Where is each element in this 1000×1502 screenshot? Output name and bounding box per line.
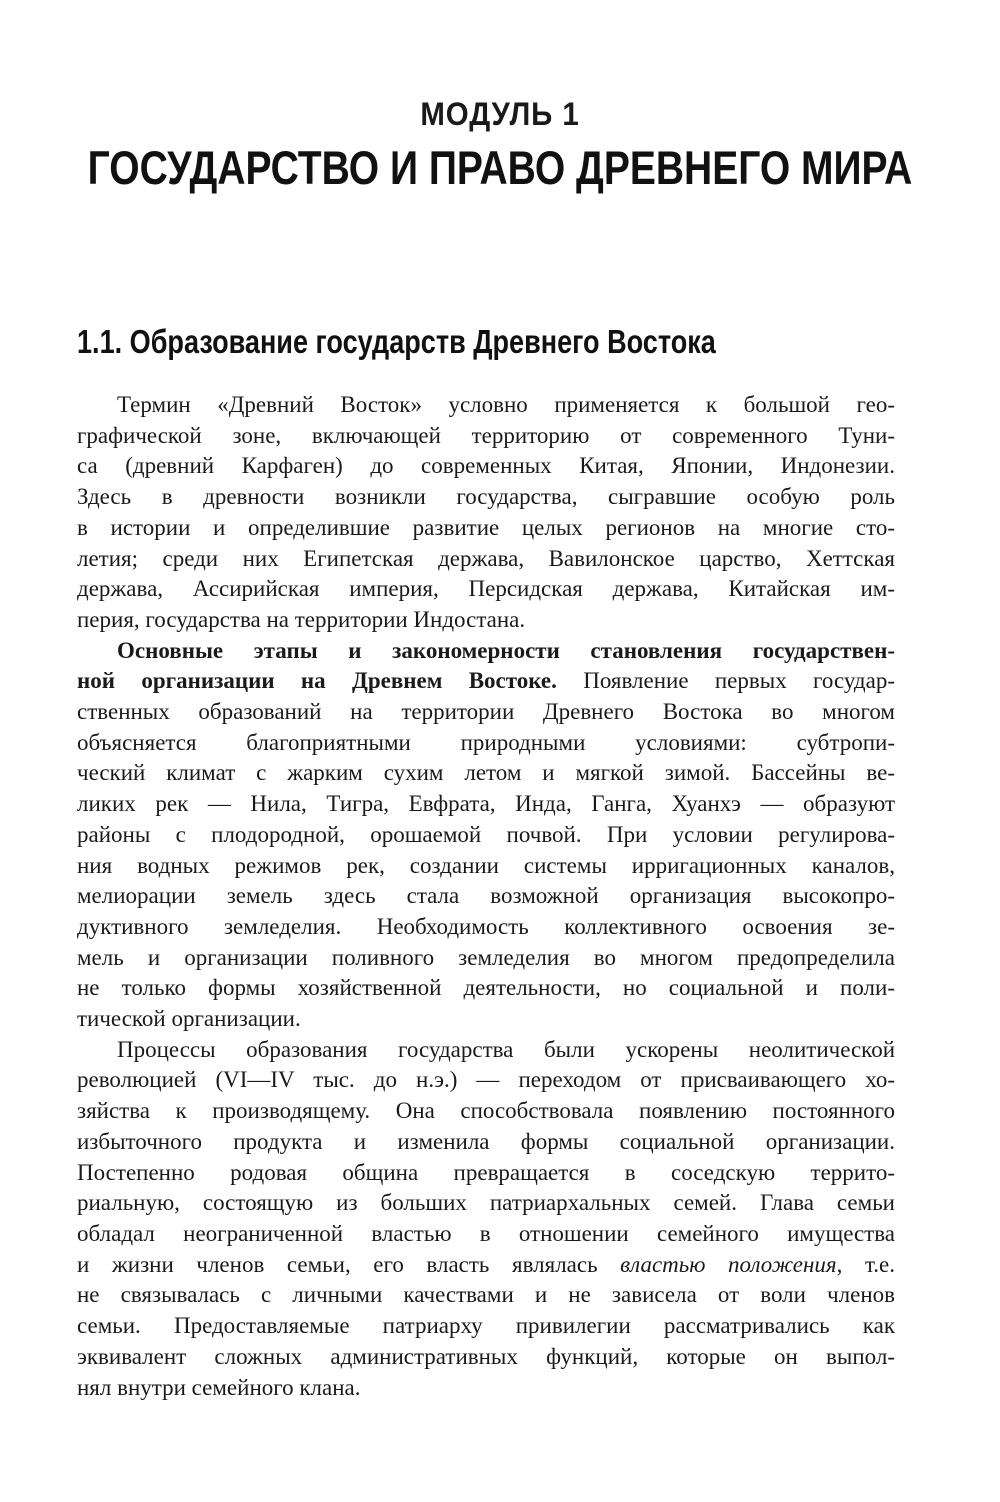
text-line: Термин «Древний Восток» условно применяется к большой гео- (117, 392, 895, 417)
module-title: ГОСУДАРСТВО И ПРАВО ДРЕВНЕГО МИРА (87, 141, 913, 194)
text-line: Здесь в древности возникли государства, сыгравшие особую роль (77, 484, 895, 510)
text-line: ственных образований на территории Древнего Востока во многом (77, 699, 895, 725)
bold-text-line: Основные этапы и закономерности становления государствен- (117, 637, 895, 663)
text-run: Появление первых государ- (556, 668, 895, 694)
text-line: революцией (VI—IV тыс. до н.э.) — переходом от присваивающего хо- (77, 1067, 895, 1093)
text-line: зяйства к производящему. Она способствовала появлению постоянного (77, 1098, 895, 1124)
text-line: нял внутри семейного клана. (77, 1374, 361, 1400)
text-line (77, 1250, 895, 1281)
paragraph-3 (77, 1035, 895, 1403)
text-line: семьи. Предоставляемые патриарху привилегии рассматривались как (77, 1313, 895, 1339)
text-line: эквивалент сложных административных функций, которые он выпол- (77, 1343, 895, 1369)
paragraph-1 (77, 390, 895, 636)
text-line: мель и организации поливного земледелия во многом предопределила (77, 944, 895, 970)
text-line: перия, государства на территории Индостана. (77, 606, 526, 632)
text-line: в истории и определившие развитие целых регионов на многие сто- (77, 514, 895, 540)
text-line: са (древний Карфаген) до современных Китая, Японии, Индонезии. (77, 453, 895, 479)
text-line: мелиорации земель здесь стала возможной организация высокопро- (77, 883, 895, 909)
text-line: не только формы хозяйственной деятельности, но социальной и поли- (77, 975, 895, 1001)
text-line: ликих рек — Нила, Тигра, Евфрата, Инда, Ганга, Хуанхэ — образуют (77, 791, 895, 817)
paragraph-2 (77, 636, 895, 1035)
module-label: МОДУЛЬ 1 (420, 96, 580, 132)
text-line: Процессы образования государства были ускорены неолитической (117, 1036, 895, 1062)
text-line: объясняется благоприятными природными условиями: субтропи- (77, 729, 895, 755)
body-text (77, 390, 895, 1403)
text-line: не связывалась с личными качествами и не зависела от воли членов (77, 1282, 895, 1308)
text-line: Постепенно родовая община превращается в соседскую террито- (77, 1159, 895, 1185)
text-line (77, 666, 895, 697)
bold-run: ной организации на Древнем Востоке. (77, 668, 557, 694)
text-run: и жизни членов семьи, его власть являлась (77, 1251, 621, 1277)
italic-run: властью положения (620, 1251, 837, 1277)
text-line: графической зоне, включающей территорию от современного Туни- (77, 422, 895, 448)
text-line: избыточного продукта и изменила формы социальной организации. (77, 1128, 895, 1154)
text-line: ния водных режимов рек, создании системы ирригационных каналов, (77, 852, 895, 878)
text-run: , т.е. (836, 1251, 895, 1277)
text-line: районы с плодородной, орошаемой почвой. При условии регулирова- (77, 821, 895, 847)
text-line: дуктивного земледелия. Необходимость коллективного освоения зе- (77, 913, 895, 939)
text-line: летия; среди них Египетская держава, Вавилонское царство, Хеттская (77, 545, 895, 571)
section-heading: 1.1. Образование государств Древнего Востока (77, 323, 716, 360)
text-line: тической организации. (77, 1006, 301, 1032)
text-line: ческий климат с жарким сухим летом и мягкой зимой. Бассейны ве- (77, 760, 895, 786)
text-line: обладал неограниченной властью в отношении семейного имущества (77, 1220, 895, 1246)
text-line: риальную, состоящую из больших патриархальных семей. Глава семьи (77, 1190, 895, 1216)
text-line: держава, Ассирийская империя, Персидская держава, Китайская им- (77, 576, 895, 602)
